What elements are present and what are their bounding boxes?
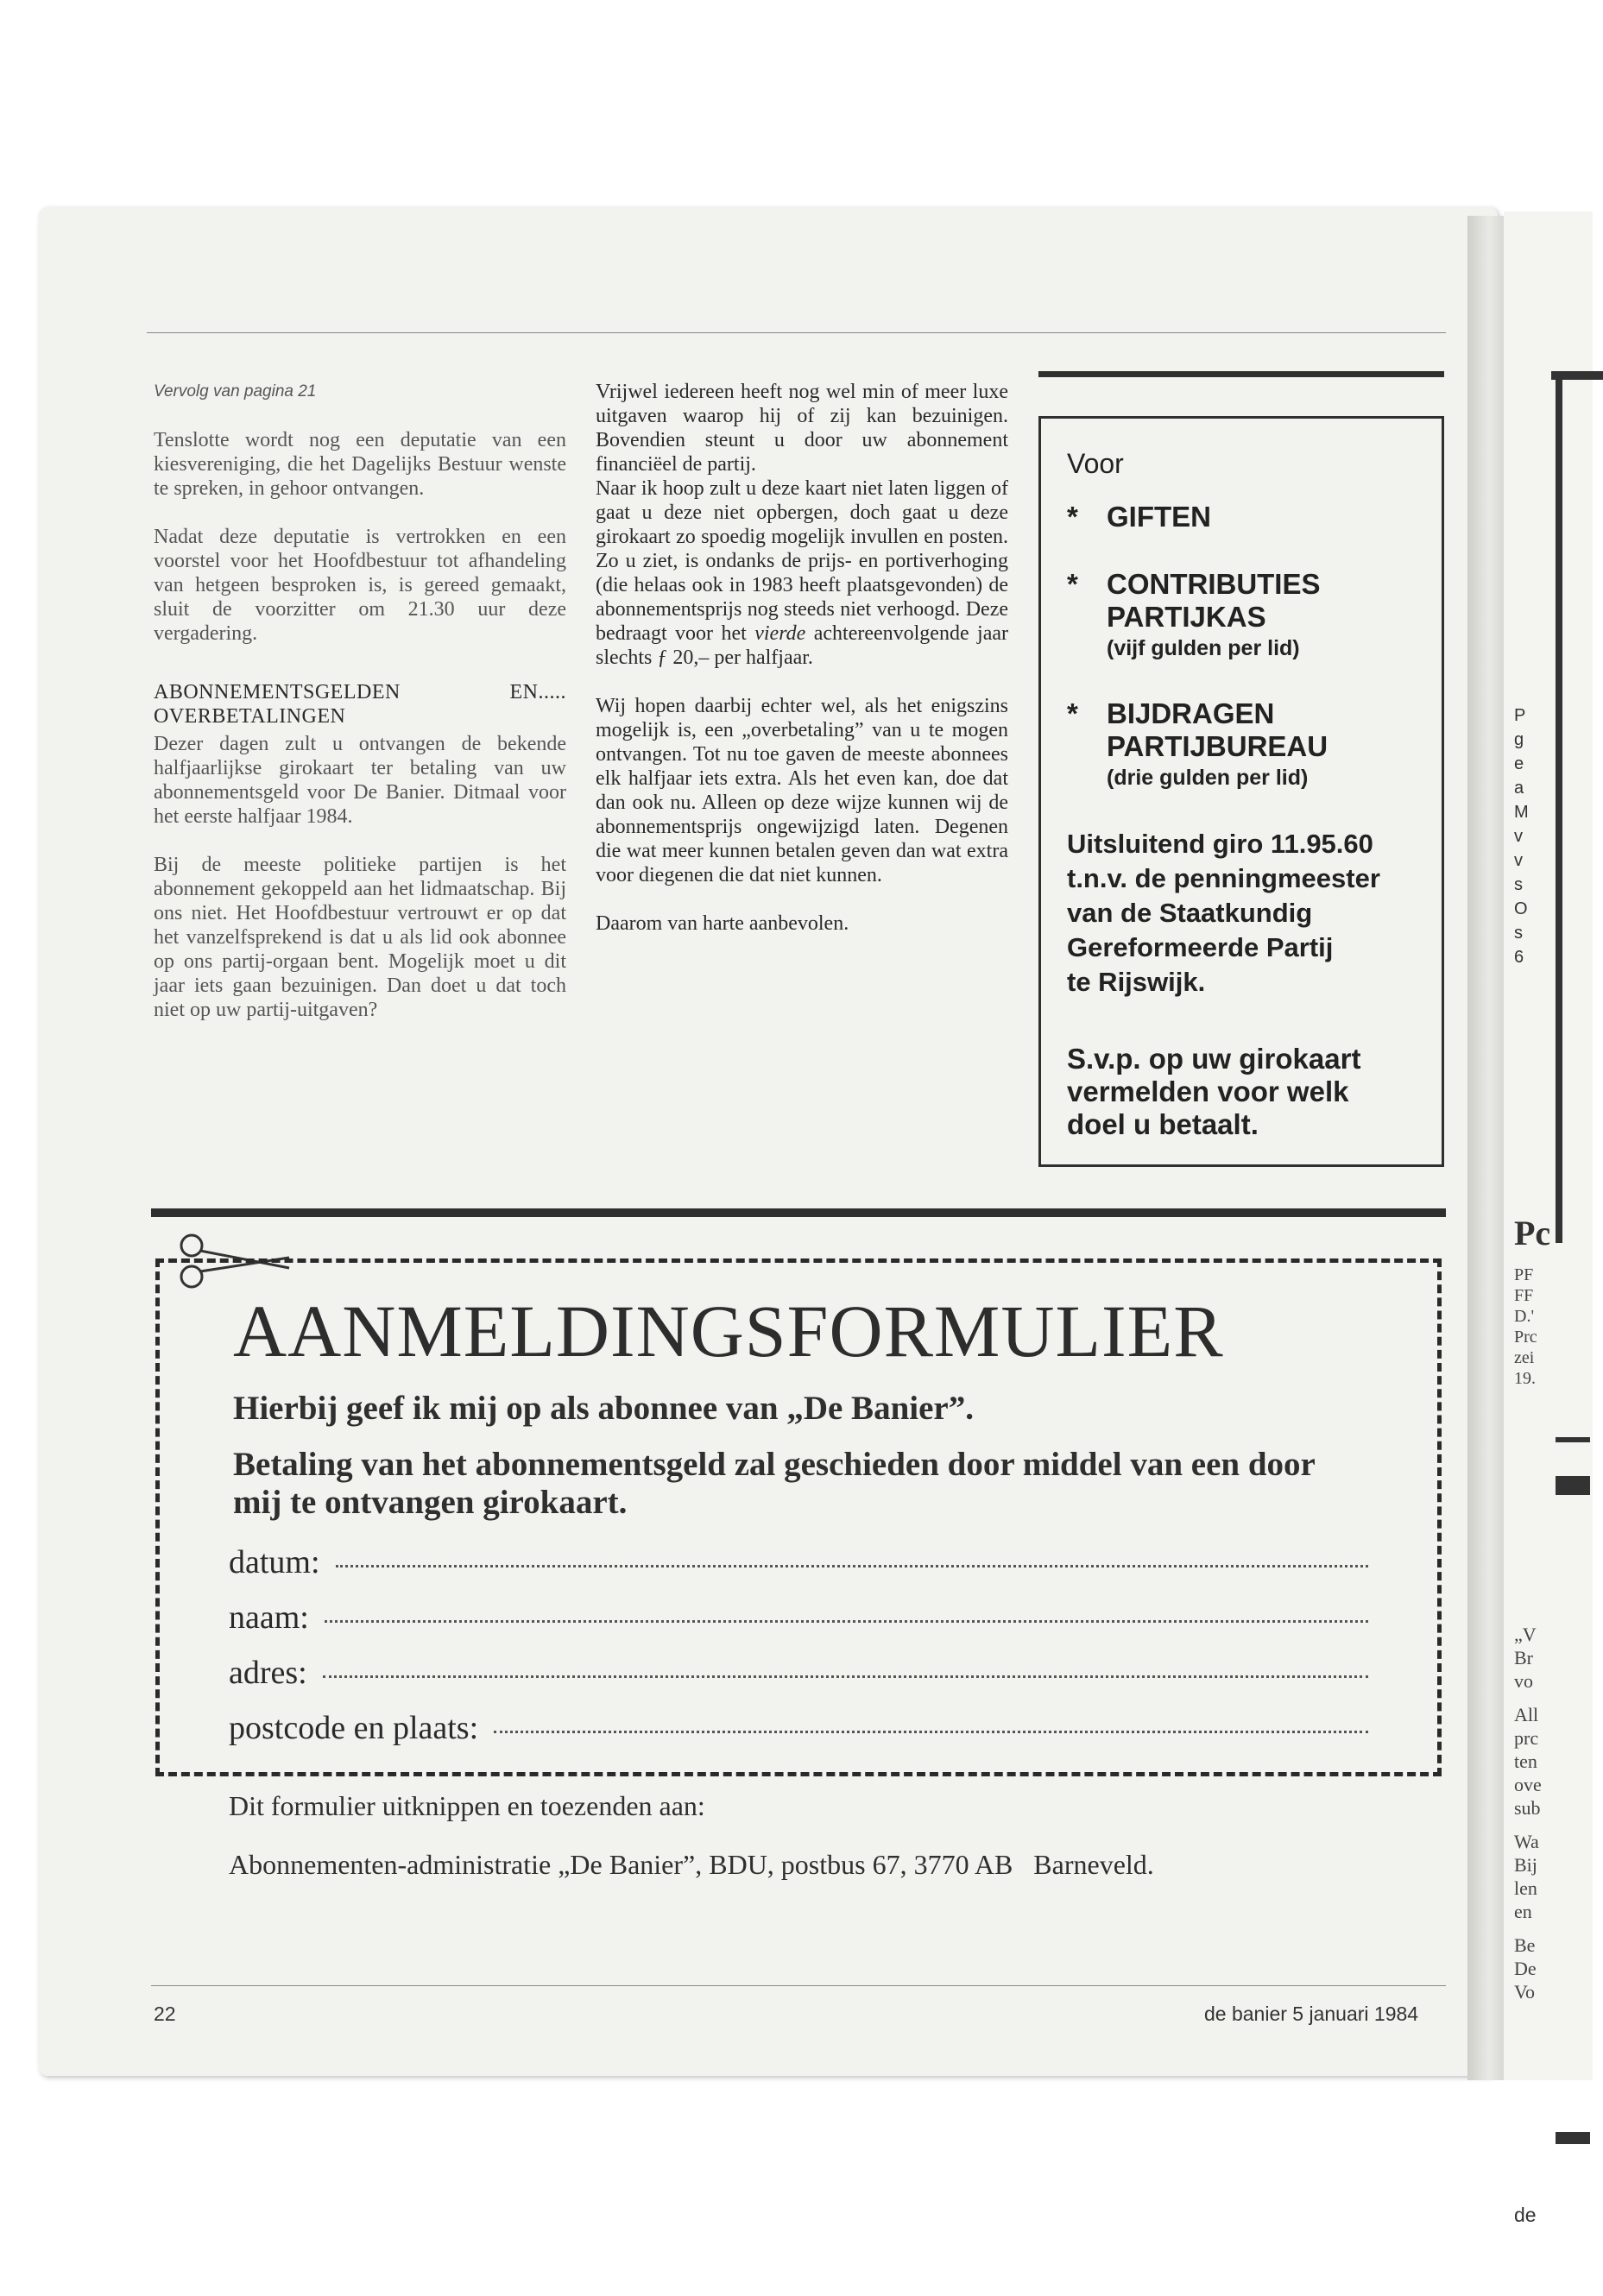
- donation-item-bijdragen: * BIJDRAGEN PARTIJBUREAU (drie gulden per lid): [1067, 697, 1442, 792]
- continued-from: Vervolg van pagina 21: [154, 382, 317, 401]
- paragraph: Tenslotte wordt nog een deputatie van een kiesvereniging, die het Dagelijks Bestuur wenste te spreken, in gehoor ontvangen.: [154, 429, 566, 500]
- paragraph: Bij de meeste politieke partijen is het abonnement gekoppeld aan het lidmaatschap. Bij ons niet. Het Hoofdbestuur vertrouwt er op dat het vanzelfsprekend is dat u als lid ook abonnee op ons partij-orgaan bent. Mogelijk moet u dit jaar iets gaan bezuinigen. Dan doet u dat toch niet op uw partij-uitgaven?: [154, 854, 566, 1021]
- section-bar: [151, 1208, 1446, 1217]
- issue-date: de banier 5 januari 1984: [1204, 2003, 1419, 2025]
- form-instructions: Dit formulier uitknippen en toezenden aan:: [229, 1790, 705, 1821]
- paragraph: Daarom van harte aanbevolen.: [596, 912, 849, 935]
- datum-field[interactable]: [229, 1543, 1368, 1581]
- form-payment-line: Betaling van het abonnementsgeld zal geschieden door middel van een door mij te ontvangen girokaart.: [233, 1446, 1316, 1521]
- donation-box: [1038, 416, 1444, 1167]
- footer-rule: [151, 1985, 1446, 1986]
- left-column: [154, 380, 566, 1022]
- paragraph: Wij hopen daarbij echter wel, als het enigszins mogelijk is, een „overbetaling” van u te mogen ontvangen. Tot nu toe gaven de meeste abonnees elk halfjaar iets extra. Als het even kan, doe dat dan ook nu. Alleen op deze wijze kunnen wij de abonnementsprijs ongewijzigd laten. Degenen die wat meer kunnen betalen geven dan wat extra voor diegenen die dat niet kunnen.: [596, 695, 1008, 886]
- paragraph: Naar ik hoop zult u deze kaart niet laten liggen of gaat u deze niet opbergen, doch gaat u deze girokaart zo spoedig mogelijk invullen en posten. Zo u ziet, is ondanks de prijs- en portiverhoging (die helaas ook in 1983 heeft plaatsgevonden) de abonnementsprijs nog steeds niet verhoogd. Deze bedraagt voor het vierde achtereenvolgende jaar slechts ƒ 20,– per halfjaar.: [596, 477, 1009, 669]
- postcode-plaats-field[interactable]: [229, 1709, 1368, 1747]
- form-title: AANMELDINGSFORMULIER: [233, 1290, 1224, 1372]
- payment-note: S.v.p. op uw girokaart vermelden voor welk doel u betaalt.: [1067, 1043, 1361, 1140]
- middle-column: [596, 380, 1008, 936]
- bullet-star: *: [1067, 568, 1078, 600]
- next-page-fragment: P g e a M v v s O s 6 Pc PF FF D.' Prc zei 19. „V Br vo All prc ten ove sub Wa Bij len en Be De Vo de: [1504, 211, 1593, 2080]
- bullet-star: *: [1067, 697, 1078, 729]
- page-spine: [1467, 216, 1504, 2080]
- paragraph: Nadat deze deputatie is vertrokken en een voorstel voor het Hoofdbestuur tot afhandeling van hetgeen besproken is, is gereed gemaakt, sluit de voorzitter om 21.30 uur deze vergadering.: [154, 526, 566, 645]
- paragraph: Dezer dagen zult u ontvangen de bekende halfjaarlijkse girokaart ter betaling van uw abonnementsgeld voor De Banier. Ditmaal voor het eerste halfjaar 1984.: [154, 733, 566, 828]
- donation-item-contributies: * CONTRIBUTIES PARTIJKAS (vijf gulden per lid): [1067, 568, 1442, 663]
- top-rule: [147, 332, 1446, 333]
- field-label: datum:: [229, 1544, 320, 1580]
- field-label: naam:: [229, 1599, 309, 1636]
- form-address: Abonnementen-administratie „De Banier”, BDU, postbus 67, 3770 AB Barneveld.: [229, 1849, 1154, 1880]
- donation-item-giften: * GIFTEN: [1067, 501, 1211, 533]
- page-number: 22: [154, 2003, 176, 2025]
- naam-field[interactable]: [229, 1599, 1368, 1637]
- paragraph: Vrijwel iedereen heeft nog wel min of meer luxe uitgaven waarop hij of zij kan bezuinigen. Bovendien steunt u door uw abonnement financiëel de partij.: [596, 381, 1008, 476]
- field-label: adres:: [229, 1655, 307, 1691]
- field-label: postcode en plaats:: [229, 1710, 479, 1746]
- form-intro: Hierbij geef ik mij op als abonnee van „De Banier”.: [233, 1390, 974, 1427]
- bullet-star: *: [1067, 501, 1078, 533]
- voor-label: Voor: [1067, 448, 1124, 479]
- giftbox-top-bar: [1038, 371, 1444, 377]
- section-heading: ABONNEMENTSGELDEN EN..... OVERBETALINGEN: [154, 681, 566, 728]
- adres-field[interactable]: [229, 1654, 1368, 1692]
- giro-info: Uitsluitend giro 11.95.60 t.n.v. de penningmeester van de Staatkundig Gereformeerde Partij te Rijswijk.: [1067, 829, 1380, 997]
